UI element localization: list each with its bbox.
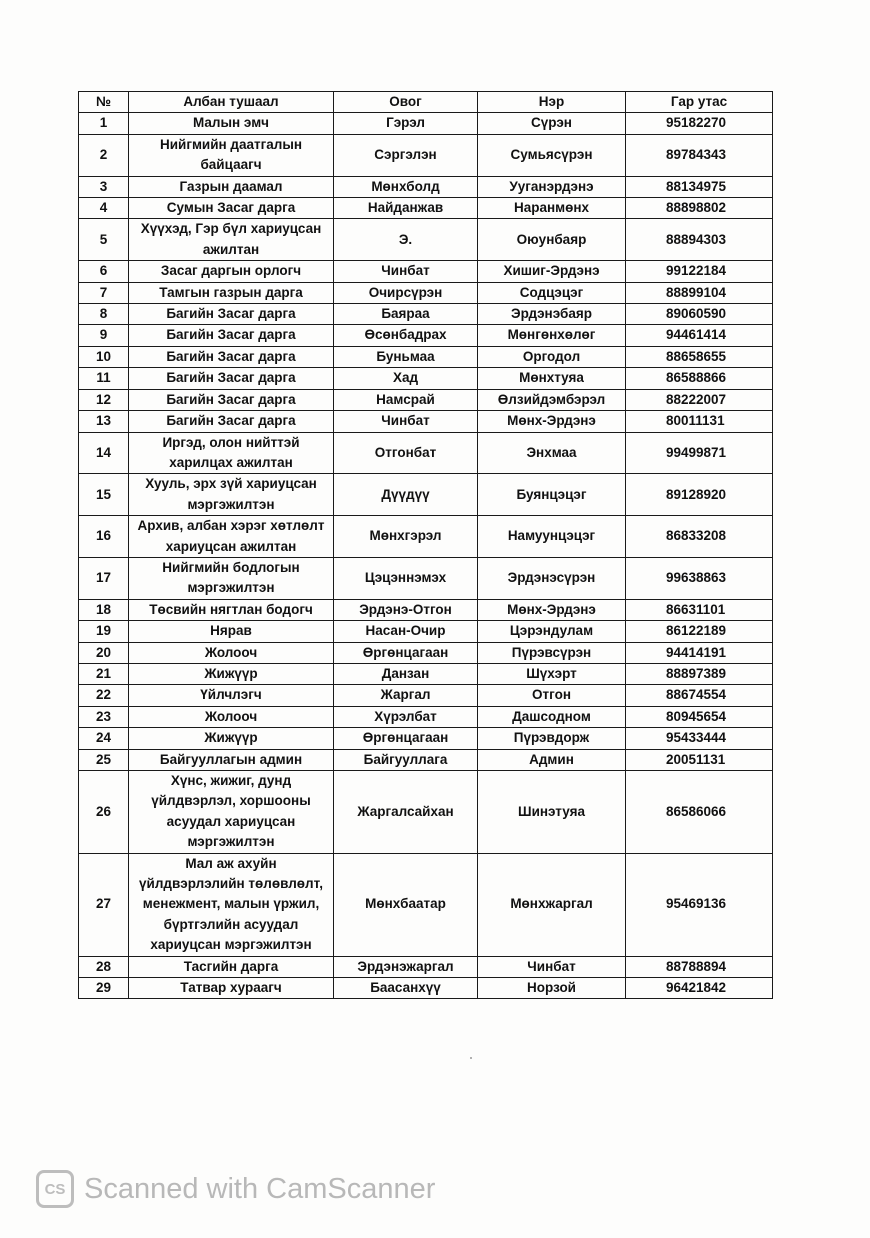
cell-phone: 88674554: [626, 685, 773, 706]
cell-phone: 20051131: [626, 749, 773, 770]
cell-position: Сумын Засаг дарга: [129, 198, 334, 219]
cell-phone: 99122184: [626, 261, 773, 282]
header-phone: Гар утас: [626, 92, 773, 113]
cell-phone: 95433444: [626, 728, 773, 749]
staff-table: [78, 91, 773, 999]
table-row: [79, 411, 773, 432]
cell-surname: Мөнхболд: [334, 176, 478, 197]
cell-number: 26: [79, 771, 129, 854]
cell-name: Эрдэнэбаяр: [478, 304, 626, 325]
table-row: [79, 176, 773, 197]
scan-speck: [470, 1057, 472, 1059]
cell-phone: 80011131: [626, 411, 773, 432]
cell-name: Админ: [478, 749, 626, 770]
cell-name: Шүхэрт: [478, 663, 626, 684]
table-row: [79, 219, 773, 261]
cell-name: Дашсодном: [478, 706, 626, 727]
cell-name: Цэрэндулам: [478, 621, 626, 642]
header-name: Нэр: [478, 92, 626, 113]
cell-position: Татвар хураагч: [129, 978, 334, 999]
cell-position: Иргэд, олон нийттэй харилцах ажилтан: [129, 432, 334, 474]
cell-number: 18: [79, 599, 129, 620]
cell-name: Ууганэрдэнэ: [478, 176, 626, 197]
cell-number: 14: [79, 432, 129, 474]
cell-phone: 80945654: [626, 706, 773, 727]
table-row: [79, 663, 773, 684]
cell-name: Норзой: [478, 978, 626, 999]
cell-surname: Эрдэнэжаргал: [334, 956, 478, 977]
cell-surname: Байгууллага: [334, 749, 478, 770]
cell-position: Нийгмийн бодлогын мэргэжилтэн: [129, 557, 334, 599]
table-row: [79, 978, 773, 999]
cell-phone: 86631101: [626, 599, 773, 620]
table-row: [79, 557, 773, 599]
cell-surname: Хүрэлбат: [334, 706, 478, 727]
cell-position: Багийн Засаг дарга: [129, 304, 334, 325]
cell-name: Мөнх-Эрдэнэ: [478, 599, 626, 620]
cell-phone: 86586066: [626, 771, 773, 854]
cell-name: Сүрэн: [478, 113, 626, 134]
cell-surname: Эрдэнэ-Отгон: [334, 599, 478, 620]
cell-number: 5: [79, 219, 129, 261]
table-row: [79, 749, 773, 770]
cell-number: 3: [79, 176, 129, 197]
cell-surname: Мөнхгэрэл: [334, 516, 478, 558]
cell-position: Хүүхэд, Гэр бүл хариуцсан ажилтан: [129, 219, 334, 261]
cell-surname: Мөнхбаатар: [334, 853, 478, 956]
cell-phone: 95182270: [626, 113, 773, 134]
cell-position: Хууль, эрх зүй хариуцсан мэргэжилтэн: [129, 474, 334, 516]
table-row: [79, 282, 773, 303]
cell-phone: 89060590: [626, 304, 773, 325]
table-row: [79, 368, 773, 389]
table-row: [79, 642, 773, 663]
cell-name: Оюунбаяр: [478, 219, 626, 261]
cell-surname: Дүүдүү: [334, 474, 478, 516]
cell-position: Нярав: [129, 621, 334, 642]
cell-position: Тасгийн дарга: [129, 956, 334, 977]
table-row: [79, 134, 773, 176]
cell-number: 15: [79, 474, 129, 516]
header-surname: Овог: [334, 92, 478, 113]
cell-phone: 88897389: [626, 663, 773, 684]
cell-number: 6: [79, 261, 129, 282]
cell-phone: 95469136: [626, 853, 773, 956]
cell-surname: Сэргэлэн: [334, 134, 478, 176]
cell-position: Төсвийн нягтлан бодогч: [129, 599, 334, 620]
camscanner-logo-icon: [36, 1170, 74, 1208]
cell-position: Газрын даамал: [129, 176, 334, 197]
cell-phone: 94414191: [626, 642, 773, 663]
table-row: [79, 198, 773, 219]
cell-phone: 86588866: [626, 368, 773, 389]
cell-surname: Гэрэл: [334, 113, 478, 134]
cell-number: 12: [79, 389, 129, 410]
cell-number: 19: [79, 621, 129, 642]
cell-name: Намуунцэцэг: [478, 516, 626, 558]
cell-name: Оргодол: [478, 346, 626, 367]
table-row: [79, 956, 773, 977]
cell-name: Отгон: [478, 685, 626, 706]
cell-surname: Данзан: [334, 663, 478, 684]
table-header-row: [79, 92, 773, 113]
cell-position: Үйлчлэгч: [129, 685, 334, 706]
cell-phone: 88894303: [626, 219, 773, 261]
cell-name: Пүрэвсүрэн: [478, 642, 626, 663]
cell-surname: Буньмаа: [334, 346, 478, 367]
cell-phone: 89784343: [626, 134, 773, 176]
cell-position: Архив, албан хэрэг хөтлөлт хариуцсан ажилтан: [129, 516, 334, 558]
cell-position: Мал аж ахуйн үйлдвэрлэлийн төлөвлөлт, менежмент, малын үржил, бүртгэлийн асуудал хариуцсан мэргэжилтэн: [129, 853, 334, 956]
cell-name: Мөнх-Эрдэнэ: [478, 411, 626, 432]
header-number: №: [79, 92, 129, 113]
table-row: [79, 621, 773, 642]
cell-name: Буянцэцэг: [478, 474, 626, 516]
cell-name: Энхмаа: [478, 432, 626, 474]
cell-position: Засаг даргын орлогч: [129, 261, 334, 282]
cell-position: Багийн Засаг дарга: [129, 368, 334, 389]
cell-name: Пүрэвдорж: [478, 728, 626, 749]
table-row: [79, 346, 773, 367]
cell-surname: Өргөнцагаан: [334, 728, 478, 749]
cell-number: 9: [79, 325, 129, 346]
cell-position: Тамгын газрын дарга: [129, 282, 334, 303]
cell-position: Байгууллагын админ: [129, 749, 334, 770]
cell-surname: Жаргалсайхан: [334, 771, 478, 854]
cell-position: Жолооч: [129, 706, 334, 727]
cell-name: Мөнхтуяа: [478, 368, 626, 389]
cell-position: Багийн Засаг дарга: [129, 346, 334, 367]
cell-position: Хүнс, жижиг, дунд үйлдвэрлэл, хоршооны асуудал хариуцсан мэргэжилтэн: [129, 771, 334, 854]
cell-phone: 88222007: [626, 389, 773, 410]
cell-phone: 99499871: [626, 432, 773, 474]
table-row: [79, 389, 773, 410]
cell-number: 25: [79, 749, 129, 770]
cell-position: Жижүүр: [129, 728, 334, 749]
cell-position: Багийн Засаг дарга: [129, 325, 334, 346]
cell-phone: 86122189: [626, 621, 773, 642]
logo-text: CS: [44, 1180, 66, 1198]
table-row: [79, 474, 773, 516]
cell-name: Эрдэнэсүрэн: [478, 557, 626, 599]
cell-name: Мөнгөнхөлөг: [478, 325, 626, 346]
table-row: [79, 685, 773, 706]
cell-phone: 88899104: [626, 282, 773, 303]
cell-surname: Өргөнцагаан: [334, 642, 478, 663]
cell-number: 4: [79, 198, 129, 219]
cell-position: Багийн Засаг дарга: [129, 411, 334, 432]
cell-name: Чинбат: [478, 956, 626, 977]
cell-number: 13: [79, 411, 129, 432]
cell-phone: 96421842: [626, 978, 773, 999]
cell-number: 16: [79, 516, 129, 558]
table-row: [79, 771, 773, 854]
table-body: [79, 113, 773, 999]
table-row: [79, 261, 773, 282]
cell-number: 23: [79, 706, 129, 727]
table-row: [79, 304, 773, 325]
table-row: [79, 706, 773, 727]
table-row: [79, 432, 773, 474]
cell-number: 29: [79, 978, 129, 999]
camscanner-watermark: [36, 1170, 435, 1208]
table-row: [79, 113, 773, 134]
cell-surname: Отгонбат: [334, 432, 478, 474]
cell-position: Багийн Засаг дарга: [129, 389, 334, 410]
cell-number: 10: [79, 346, 129, 367]
cell-name: Наранмөнх: [478, 198, 626, 219]
cell-position: Нийгмийн даатгалын байцаагч: [129, 134, 334, 176]
cell-name: Шинэтуяа: [478, 771, 626, 854]
cell-position: Малын эмч: [129, 113, 334, 134]
table-row: [79, 325, 773, 346]
cell-number: 7: [79, 282, 129, 303]
cell-surname: Намсрай: [334, 389, 478, 410]
cell-number: 22: [79, 685, 129, 706]
cell-name: Содцэцэг: [478, 282, 626, 303]
cell-number: 28: [79, 956, 129, 977]
cell-surname: Э.: [334, 219, 478, 261]
cell-number: 8: [79, 304, 129, 325]
cell-name: Хишиг-Эрдэнэ: [478, 261, 626, 282]
cell-number: 24: [79, 728, 129, 749]
cell-phone: 88134975: [626, 176, 773, 197]
cell-position: Жолооч: [129, 642, 334, 663]
cell-number: 27: [79, 853, 129, 956]
cell-number: 11: [79, 368, 129, 389]
cell-surname: Хад: [334, 368, 478, 389]
cell-number: 20: [79, 642, 129, 663]
scanned-with-text: Scanned with CamScanner: [84, 1172, 436, 1205]
cell-phone: 99638863: [626, 557, 773, 599]
cell-phone: 89128920: [626, 474, 773, 516]
cell-surname: Цэцэннэмэх: [334, 557, 478, 599]
cell-number: 17: [79, 557, 129, 599]
cell-surname: Баасанхүү: [334, 978, 478, 999]
cell-number: 21: [79, 663, 129, 684]
cell-number: 1: [79, 113, 129, 134]
cell-surname: Найданжав: [334, 198, 478, 219]
table-row: [79, 599, 773, 620]
table-row: [79, 516, 773, 558]
cell-surname: Баяраа: [334, 304, 478, 325]
cell-phone: 88898802: [626, 198, 773, 219]
cell-phone: 94461414: [626, 325, 773, 346]
cell-surname: Өсөнбадрах: [334, 325, 478, 346]
cell-name: Мөнхжаргал: [478, 853, 626, 956]
table-row: [79, 728, 773, 749]
cell-phone: 88788894: [626, 956, 773, 977]
cell-name: Өлзийдэмбэрэл: [478, 389, 626, 410]
cell-surname: Чинбат: [334, 411, 478, 432]
cell-number: 2: [79, 134, 129, 176]
cell-position: Жижүүр: [129, 663, 334, 684]
cell-surname: Чинбат: [334, 261, 478, 282]
cell-phone: 86833208: [626, 516, 773, 558]
cell-surname: Насан-Очир: [334, 621, 478, 642]
table-row: [79, 853, 773, 956]
cell-name: Сумьясүрэн: [478, 134, 626, 176]
cell-surname: Очирсүрэн: [334, 282, 478, 303]
cell-phone: 88658655: [626, 346, 773, 367]
cell-surname: Жаргал: [334, 685, 478, 706]
header-position: Албан тушаал: [129, 92, 334, 113]
